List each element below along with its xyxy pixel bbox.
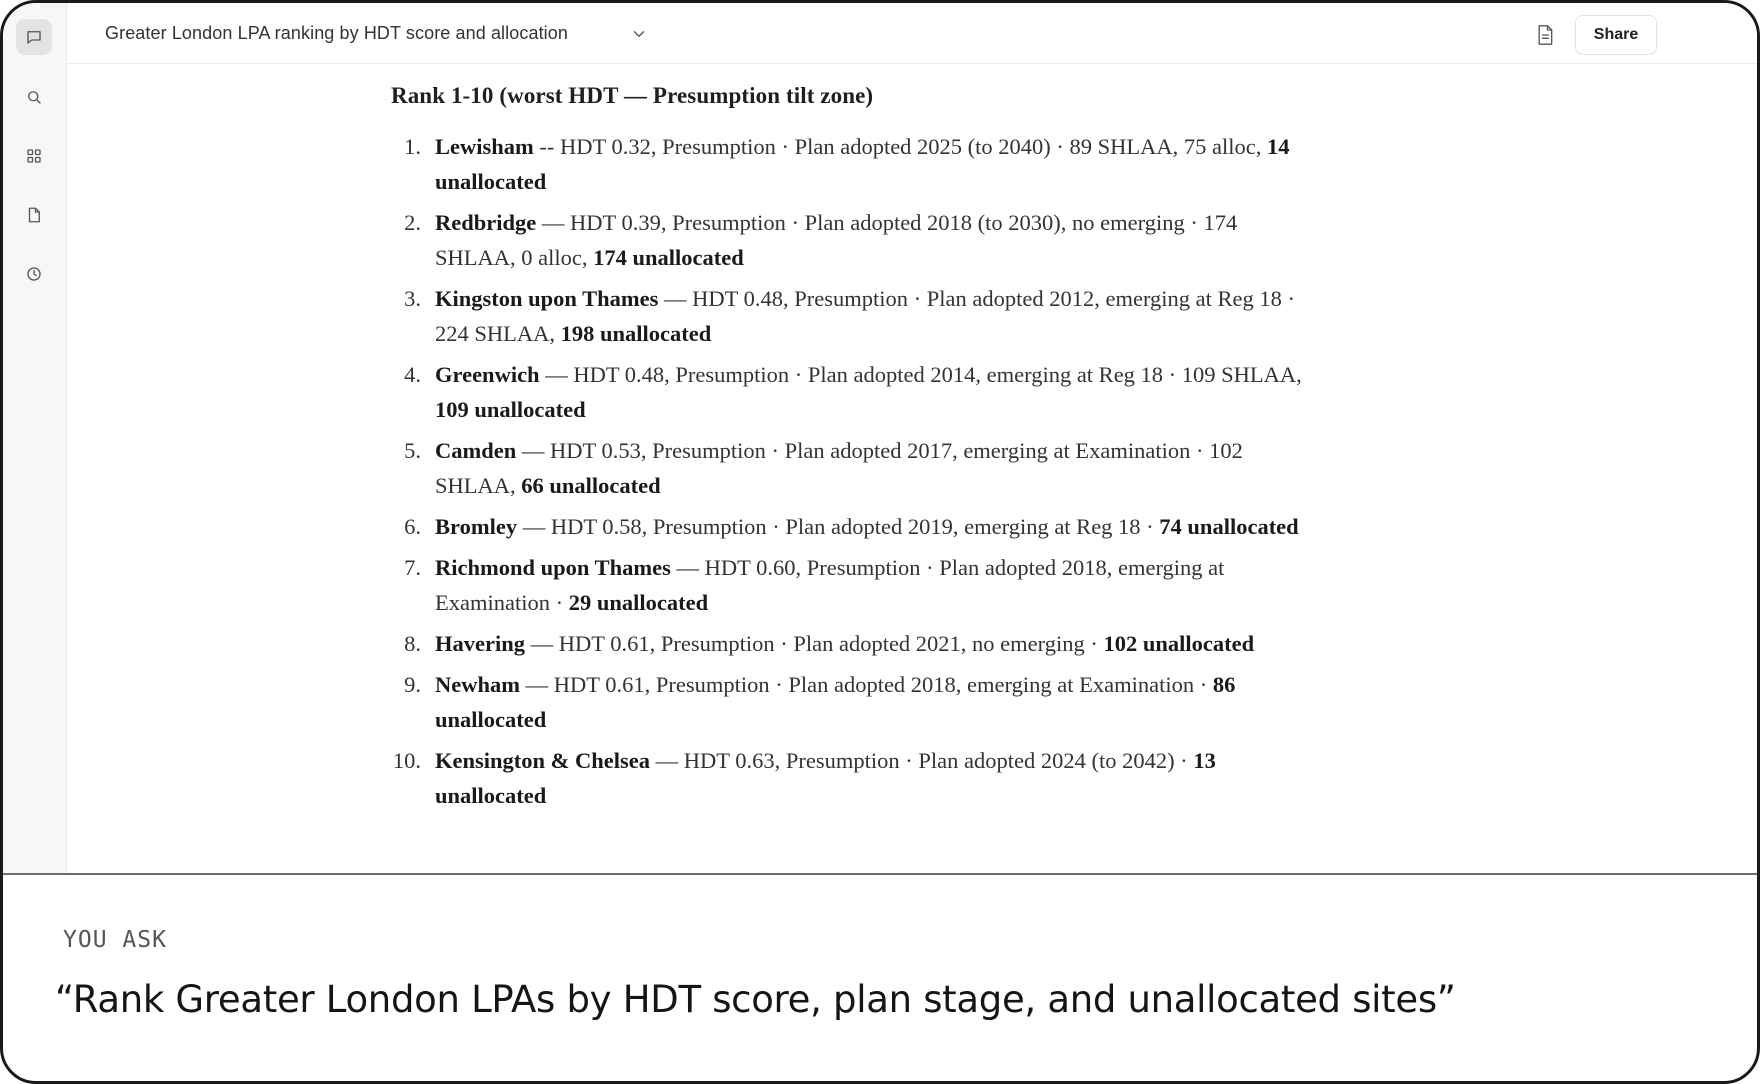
rank-number: 9.	[404, 672, 421, 697]
rank-number: 4.	[404, 362, 421, 387]
grid-icon[interactable]	[16, 138, 52, 174]
list-item	[391, 626, 1311, 661]
rank-number: 5.	[404, 438, 421, 463]
list-item	[391, 205, 1311, 275]
lpa-detail: — HDT 0.53, Presumption · Plan adopted 2017, emerging at Examination · 102 SHLAA,	[435, 438, 1243, 498]
chat-icon[interactable]	[16, 19, 52, 55]
history-icon[interactable]	[16, 256, 52, 292]
list-item	[391, 281, 1311, 351]
lpa-detail: — HDT 0.48, Presumption · Plan adopted 2012, emerging at Reg 18 · 224 SHLAA,	[435, 286, 1296, 346]
unallocated-count: 13 unallocated	[435, 748, 1216, 808]
rank-number: 6.	[404, 514, 421, 539]
lpa-name: Kensington & Chelsea	[435, 748, 651, 773]
unallocated-count: 174 unallocated	[593, 245, 744, 270]
list-item	[391, 743, 1311, 813]
lpa-name: Richmond upon Thames	[435, 555, 671, 580]
unallocated-count: 14 unallocated	[435, 134, 1290, 194]
lpa-detail: — HDT 0.61, Presumption · Plan adopted 2018, emerging at Examination ·	[520, 672, 1213, 697]
list-item	[391, 357, 1311, 427]
lpa-detail: — HDT 0.60, Presumption · Plan adopted 2018, emerging at Examination ·	[435, 555, 1225, 615]
rank-number: 7.	[404, 555, 421, 580]
rank-number: 8.	[404, 631, 421, 656]
list-item	[391, 129, 1311, 199]
rank-number: 3.	[404, 286, 421, 311]
lpa-name: Lewisham	[435, 134, 534, 159]
conversation-title[interactable]: Greater London LPA ranking by HDT score and allocation	[105, 23, 569, 43]
caption-label: YOU ASK	[63, 927, 167, 953]
search-icon[interactable]	[16, 79, 52, 115]
list-item	[391, 550, 1311, 620]
left-rail	[3, 3, 67, 873]
lpa-detail: — HDT 0.63, Presumption · Plan adopted 2024 (to 2042) ·	[650, 748, 1194, 773]
response-content	[391, 83, 1311, 819]
lpa-name: Havering	[435, 631, 525, 656]
caption-quote: “Rank Greater London LPAs by HDT score, plan stage, and unallocated sites”	[55, 978, 1456, 1021]
lpa-name: Kingston upon Thames	[435, 286, 659, 311]
rank-number: 2.	[404, 210, 421, 235]
lpa-detail: -- HDT 0.32, Presumption · Plan adopted 2025 (to 2040) · 89 SHLAA, 75 alloc,	[533, 134, 1268, 159]
unallocated-count: 109 unallocated	[435, 397, 586, 422]
divider	[3, 873, 1757, 875]
document-icon[interactable]	[1533, 23, 1557, 47]
lpa-name: Bromley	[435, 514, 518, 539]
rank-number: 1.	[404, 134, 421, 159]
list-item	[391, 667, 1311, 737]
rank-number: 10.	[392, 748, 421, 773]
lpa-name: Newham	[435, 672, 520, 697]
unallocated-count: 74 unallocated	[1159, 514, 1299, 539]
lpa-name: Redbridge	[435, 210, 537, 235]
document-icon[interactable]	[16, 197, 52, 233]
lpa-name: Camden	[435, 438, 517, 463]
app-window	[3, 3, 1757, 873]
chevron-down-icon[interactable]	[630, 25, 648, 43]
list-item	[391, 433, 1311, 503]
lpa-detail: — HDT 0.58, Presumption · Plan adopted 2019, emerging at Reg 18 ·	[517, 514, 1160, 539]
lpa-detail: — HDT 0.48, Presumption · Plan adopted 2014, emerging at Reg 18 · 109 SHLAA,	[539, 362, 1302, 387]
ranking-list	[391, 129, 1311, 813]
unallocated-count: 198 unallocated	[560, 321, 712, 346]
lpa-detail: — HDT 0.39, Presumption · Plan adopted 2018 (to 2030), no emerging · 174 SHLAA, 0 alloc,	[435, 210, 1238, 270]
unallocated-count: 29 unallocated	[568, 590, 709, 615]
unallocated-count: 86 unallocated	[435, 672, 1236, 732]
unallocated-count: 66 unallocated	[521, 473, 661, 498]
top-bar	[67, 3, 1757, 64]
share-button[interactable]: Share	[1575, 15, 1657, 55]
unallocated-count: 102 unallocated	[1103, 631, 1255, 656]
section-heading: Rank 1-10 (worst HDT — Presumption tilt zone)	[391, 83, 874, 108]
list-item	[391, 509, 1311, 544]
lpa-name: Greenwich	[435, 362, 540, 387]
lpa-detail: — HDT 0.61, Presumption · Plan adopted 2021, no emerging ·	[525, 631, 1104, 656]
